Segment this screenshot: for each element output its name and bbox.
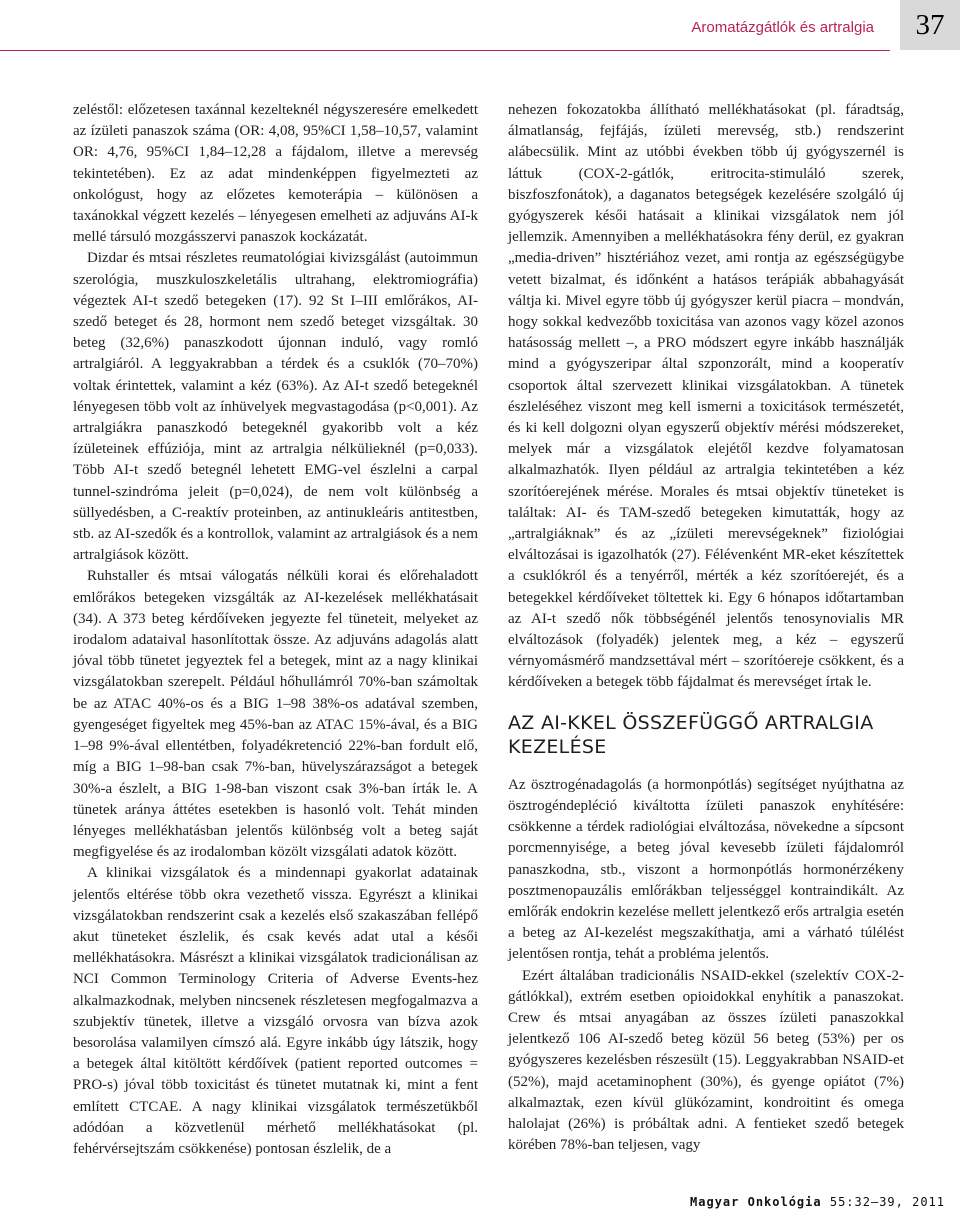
page-header: [0, 0, 960, 55]
paragraph: nehezen fokozatokba állítható mellékhatásokat (pl. fáradtság, álmatlanság, fejfájás, ízületi merevség, stb.) rendszerint alábecsülik. Mint az utóbbi években több új gyógyszernél is láttuk (COX-2-gátlók, eritrocita-stimuláló szerek, biszfoszfonátok), a daganatos betegségek kezelésére szolgáló új gyógyszerek késői hatásait a klinikai vizsgálatok nem jól jellemzik. Amennyiben a mellékhatásokra fény derül, ez gyakran „media-driven” hisztériához vezet, ami rontja az egészségügybe vetett bizalmat, és időnként a hatásos terápiák abbahagyását váltja ki. Mivel egyre több új gyógyszer kerül piacra – mondván, hogy sokkal kedvezőbb toxicitása van azonos vagy közel azonos hatásosság mellett –, a PRO módszert egyre inkább használják mind a gyógyszeripar által szponzorált, mind a kooperatív csoportok által szervezett klinikai vizsgálatokban. A tünetek észleléséhez viszont meg kell ismerni a toxicitások természetét, és ki kell dolgozni olyan egyszerű objektív mérési módszereket, melyek már a vizsgálatok elejétől kezdve folyamatosan alkalmazhatók. Ilyen például az artralgia tekintetében a kéz szorítóerejének mérése. Morales és mtsai objektív tüneteket is találtak: AI- és TAM-szedő betegeken kimutatták, hogy az „artralgiáknak” és az „ízületi merevségeknek” fiziológiai elváltozásai is igazolhatók (27). Félévenként MR-eket készítettek a csuklókról és a tenyérről, mérték a kéz szorítóerejét, és a betegekkel kérdőíveket töltettek ki. Egy 6 hónapos időtartamban az AI-t szedő nők többségénél jelentős tenosynovialis MR elváltozások (folyadék) jelentek meg, a kéz – egyszerű vérnyomásmérő mandzsettával mért – szorítóereje csökkent, és a kérdőíveken a betegek több fájdalmat és merevséget írtak le.: [508, 102, 904, 691]
citation: 55:32–39, 2011: [829, 1195, 945, 1209]
right-column: [508, 100, 904, 1156]
paragraph: Ezért általában tradicionális NSAID-ekkel (szelektív COX-2-gátlókkal), extrém esetben opioidokkal enyhítik a panaszokat. Crew és mtsai anyagában az összes ízületi panaszokkal jelentkező 106 AI-szedő beteg közül 56 beteg (53%) per os gyógyszeres kezelésben részesült (15). Leggyakrabban NSAID-et (52%), majd acetaminophent (30%), és gyenge opiátot (7%) alkalmaztak, ezen kívül glükózamint, kondroitint és omega halolajat (26%) is próbáltak adni. A fentieket szedő betegek körében 78%-ban teljesen, vagy: [508, 967, 904, 1154]
left-column: [73, 100, 478, 1160]
running-title: Aromatázgátlók és artralgia: [691, 19, 874, 36]
page-footer: [690, 1195, 945, 1209]
paragraph: Ruhstaller és mtsai válogatás nélküli korai és előrehaladott emlőrákos betegeken vizsgálták az AI-kezelések mellékhatásait (34). A 373 beteg kérdőíveken jegyezte fel tüneteit, melyeket az irodalom adataival hasonlítottak össze. Az adjuváns adagolás alatt jóval több tünetet jegyeztek fel a betegek, mint az a nagy klinikai vizsgálatokban szerepelt. Például hőhullámról 70%-ban számoltak be az ATAC 40%-os és a BIG 1–98 38%-os adatával szemben, gyengeséget figyeltek meg 45%-ban az ATAC 15%-ával, és a BIG 1–98 9%-ával ellentétben, folyadékretenció 22%-ban fordult elő, míg a BIG 1–98-ban csak 7%-ban, hüvelyszárazságot a betegek 30%-a észlelt, a BIG 1-98-ban viszont csak 3%-ban írták le. A tünetek aránya áttétes esetekben is hasonló volt. Tehát minden lényeges mellékhatásban jelentős különbség volt a beteg saját megfigyelése és az irodalomban közölt vizsgálati adatok között.: [73, 568, 478, 861]
paragraph: zeléstől: előzetesen taxánnal kezelteknél négyszeresére emelkedett az ízületi panaszok száma (OR: 4,08, 95%CI 1,58–10,57, valamint OR: 4,76, 95%CI 1,84–12,28 a fájdalom, illetve a merevség tekintetében). Ez az adat mindenképpen figyelmezteti az onkológust, hogy az előzetes kemoterápia – különösen a taxánokkal végzett kezelés – lényegesen emelheti az adjuváns AI-k mellé társuló mozgásszervi panaszok kockázatát.: [73, 102, 478, 246]
paragraph: A klinikai vizsgálatok és a mindennapi gyakorlat adatainak jelentős eltérése több okra vezethető vissza. Egyrészt a klinikai vizsgálatokban rendszerint csak a kezelés első szakaszában fellépő akut tüneteket észlelik, és csak kevés adat utal a késői mellékhatásokra. Másrészt a klinikai vizsgálatok tradicionálisan az NCI Common Terminology Criteria of Adverse Events-hez alkalmazkodnak, melyben nincsenek részletesen megfogalmazva a szubjektív tünetek, illetve a vizsgáló orvosra van bízva azok besorolása valamilyen címszó alá. Egyre inkább úgy látszik, hogy a betegek által kitöltött kérdőívek (patient reported outcomes = PRO-s) jóval több toxicitást és tünetet mutatnak ki, mint a fent említett CTCAE. A nagy klinikai vizsgálatok természetükből adódóan a közvetlenül mérhető mellékhatásokat (pl. fehérvérsejtszám csökkenése) pontosan észlelik, de a: [73, 865, 478, 1157]
paragraph: Az ösztrogénadagolás (a hormonpótlás) segítséget nyújthatna az ösztrogéndepléció kiváltotta ízületi panaszok enyhítésére: csökkenne a térdek radiológiai elváltozása, növekedne a sípcsont porcmennyisége, a beteg jóval kevesebb ízületi fájdalomról panaszkodna, stb., viszont a hormonpótlás hormonérzékeny posztmenopauzális emlőrákban teljességgel kontraindikált. Az emlőrák endokrin kezelése mellett jelentkező erős artralgia esetén a beteg az AI-kezelést megszakíthatja, ami a várható túlélést jelentősen rontja, tehát a probléma jelentős.: [508, 776, 904, 963]
header-divider: [0, 50, 890, 51]
paragraph: Dizdar és mtsai részletes reumatológiai kivizsgálást (autoimmun szerológia, muszkuloszkeletális ultrahang, elektromiográfia) végeztek AI-t szedő betegeken (17). 92 St I–III emlőrákos, AI-szedő beteget és 28, hormont nem szedő beteget vizsgáltak. 30 beteg (32,6%) panaszkodott újonnan induló, vagy romló artralgiáról. A leggyakrabban a térdek és a csuklók (70–70%) voltak érintettek, valamint a kéz (63%). Az AI-t szedő betegeknél lényegesen több volt az ínhüvelyek megvastagodása (p<0,001). Az artralgiákra panaszkodó betegeknél gyakoribb volt a kéz ízületeinek effúziója, mint az artralgia nélkülieknél (p=0,033). Több AI-t szedő betegnél lehetett EMG-vel észlelni a carpal tunnel-szindróma jeleit (p=0,024), de nem volt különbség a süllyedésben, a C-reaktív proteinben, az antinukleáris antitestben, stb. az AI-szedők és a kontrollok, valamint az artralgiások és a nem artralgiások között.: [73, 250, 478, 564]
journal-name: Magyar Onkológia: [690, 1195, 822, 1209]
page-number: 37: [900, 0, 960, 50]
section-heading: AZ AI-KKEL ÖSSZEFÜGGŐ ARTRALGIA KEZELÉSE: [508, 711, 874, 758]
